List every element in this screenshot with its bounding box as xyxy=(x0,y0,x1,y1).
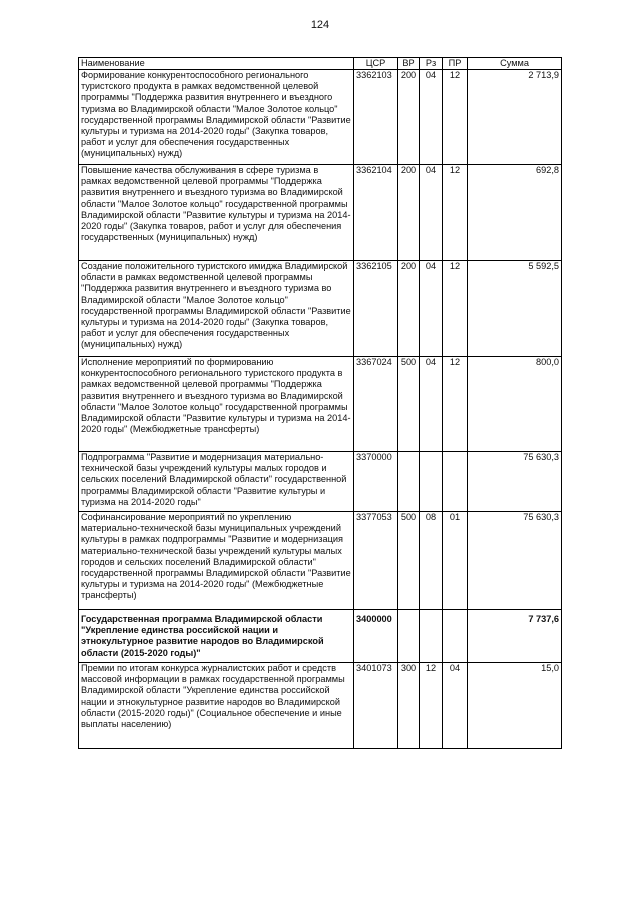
table-row xyxy=(79,452,562,512)
header-name: Наименование xyxy=(79,58,354,70)
row-sum: 75 630,3 xyxy=(468,452,562,512)
row-sum: 75 630,3 xyxy=(468,512,562,610)
row-sum: 5 592,5 xyxy=(468,261,562,357)
header-pr: ПР xyxy=(443,58,468,70)
row-pr: 01 xyxy=(443,512,468,610)
row-vr: 200 xyxy=(398,261,420,357)
table-header-row xyxy=(79,58,562,70)
row-csr: 3401073 xyxy=(354,663,398,749)
row-sum: 15,0 xyxy=(468,663,562,749)
row-pr xyxy=(443,610,468,663)
table-row xyxy=(79,663,562,749)
row-csr: 3377053 xyxy=(354,512,398,610)
row-name: Подпрограмма "Развитие и модернизация материально-технической базы учреждений культуры малых городов и сельских поселений Владимирской области" государственной программы Владимирской области "Развитие культуры и туризма на 2014-2020 годы" xyxy=(79,452,354,512)
row-rz: 08 xyxy=(420,512,443,610)
row-sum: 692,8 xyxy=(468,165,562,261)
row-rz: 04 xyxy=(420,70,443,165)
row-sum: 7 737,6 xyxy=(468,610,562,663)
row-pr xyxy=(443,452,468,512)
row-vr: 200 xyxy=(398,70,420,165)
row-vr: 200 xyxy=(398,165,420,261)
row-rz: 04 xyxy=(420,165,443,261)
page-number: 124 xyxy=(310,19,330,31)
header-rz: Рз xyxy=(420,58,443,70)
row-pr: 12 xyxy=(443,357,468,452)
row-csr: 3362103 xyxy=(354,70,398,165)
row-rz xyxy=(420,610,443,663)
table-row xyxy=(79,512,562,610)
table-row xyxy=(79,261,562,357)
row-rz: 04 xyxy=(420,261,443,357)
row-csr: 3362105 xyxy=(354,261,398,357)
row-vr: 500 xyxy=(398,357,420,452)
row-vr: 500 xyxy=(398,512,420,610)
row-pr: 12 xyxy=(443,261,468,357)
header-csr: ЦСР xyxy=(354,58,398,70)
row-csr: 3400000 xyxy=(354,610,398,663)
row-pr: 12 xyxy=(443,165,468,261)
row-name: Повышение качества обслуживания в сфере туризма в рамках ведомственной целевой программы "Поддержка развития внутреннего и въездного туризма во Владимирской области "Малое Золотое кольцо" государственной программы Владимирской области "Развитие культуры и туризма на 2014-2020 годы" (Закупка товаров, работ и услуг для обеспечения государственных (муниципальных) нужд) xyxy=(79,165,354,261)
row-name: Формирование конкурентоспособного регионального туристского продукта в рамках ведомственной целевой программы "Поддержка развития внутреннего и въездного туризма во Владимирской области "Малое Золотое кольцо" государственной программы Владимирской области "Развитие культуры и туризма на 2014-2020 годы" (Закупка товаров, работ и услуг для обеспечения государственных (муниципальных) нужд) xyxy=(79,70,354,165)
table-row xyxy=(79,165,562,261)
header-vr: ВР xyxy=(398,58,420,70)
row-rz: 12 xyxy=(420,663,443,749)
row-name: Премии по итогам конкурса журналистских работ и средств массовой информации в рамках государственной программы Владимирской области "Укрепление единства российской нации и этнокультурное развитие народов во Владимирской области (2015-2020 годы)" (Социальное обеспечение и иные выплаты населению) xyxy=(79,663,354,749)
row-pr: 12 xyxy=(443,70,468,165)
row-rz xyxy=(420,452,443,512)
budget-table xyxy=(78,57,562,749)
row-csr: 3362104 xyxy=(354,165,398,261)
row-pr: 04 xyxy=(443,663,468,749)
header-sum: Сумма xyxy=(468,58,562,70)
row-name: Государственная программа Владимирской области "Укрепление единства российской нации и этнокультурное развитие народов во Владимирской области (2015-2020 годы)" xyxy=(79,610,354,663)
table-row xyxy=(79,70,562,165)
row-vr: 300 xyxy=(398,663,420,749)
row-name: Софинансирование мероприятий по укреплению материально-технической базы муниципальных учреждений культуры в рамках подпрограммы "Развитие и модернизация материально-технической базы учреждений культуры малых городов и сельских поселений Владимирской области" государственной программы Владимирской области "Развитие культуры и туризма на 2014-2020 годы" (Межбюджетные трансферты) xyxy=(79,512,354,610)
row-sum: 2 713,9 xyxy=(468,70,562,165)
row-sum: 800,0 xyxy=(468,357,562,452)
row-name: Создание положительного туристского имиджа Владимирской области в рамках ведомственной целевой программы "Поддержка развития внутреннего и въездного туризма во Владимирской области "Малое Золотое кольцо" государственной программы Владимирской области "Развитие культуры и туризма на 2014-2020 годы" (Закупка товаров, работ и услуг для обеспечения государственных (муниципальных) нужд) xyxy=(79,261,354,357)
table-row-program xyxy=(79,610,562,663)
table-row xyxy=(79,357,562,452)
row-vr xyxy=(398,610,420,663)
row-csr: 3370000 xyxy=(354,452,398,512)
row-vr xyxy=(398,452,420,512)
row-name: Исполнение мероприятий по формированию конкурентоспособного регионального туристского продукта в рамках ведомственной целевой программы "Поддержка развития внутреннего и въездного туризма во Владимирской области "Малое Золотое кольцо" государственной программы Владимирской области "Развитие культуры и туризма на 2014-2020 годы" (Межбюджетные трансферты) xyxy=(79,357,354,452)
row-rz: 04 xyxy=(420,357,443,452)
row-csr: 3367024 xyxy=(354,357,398,452)
